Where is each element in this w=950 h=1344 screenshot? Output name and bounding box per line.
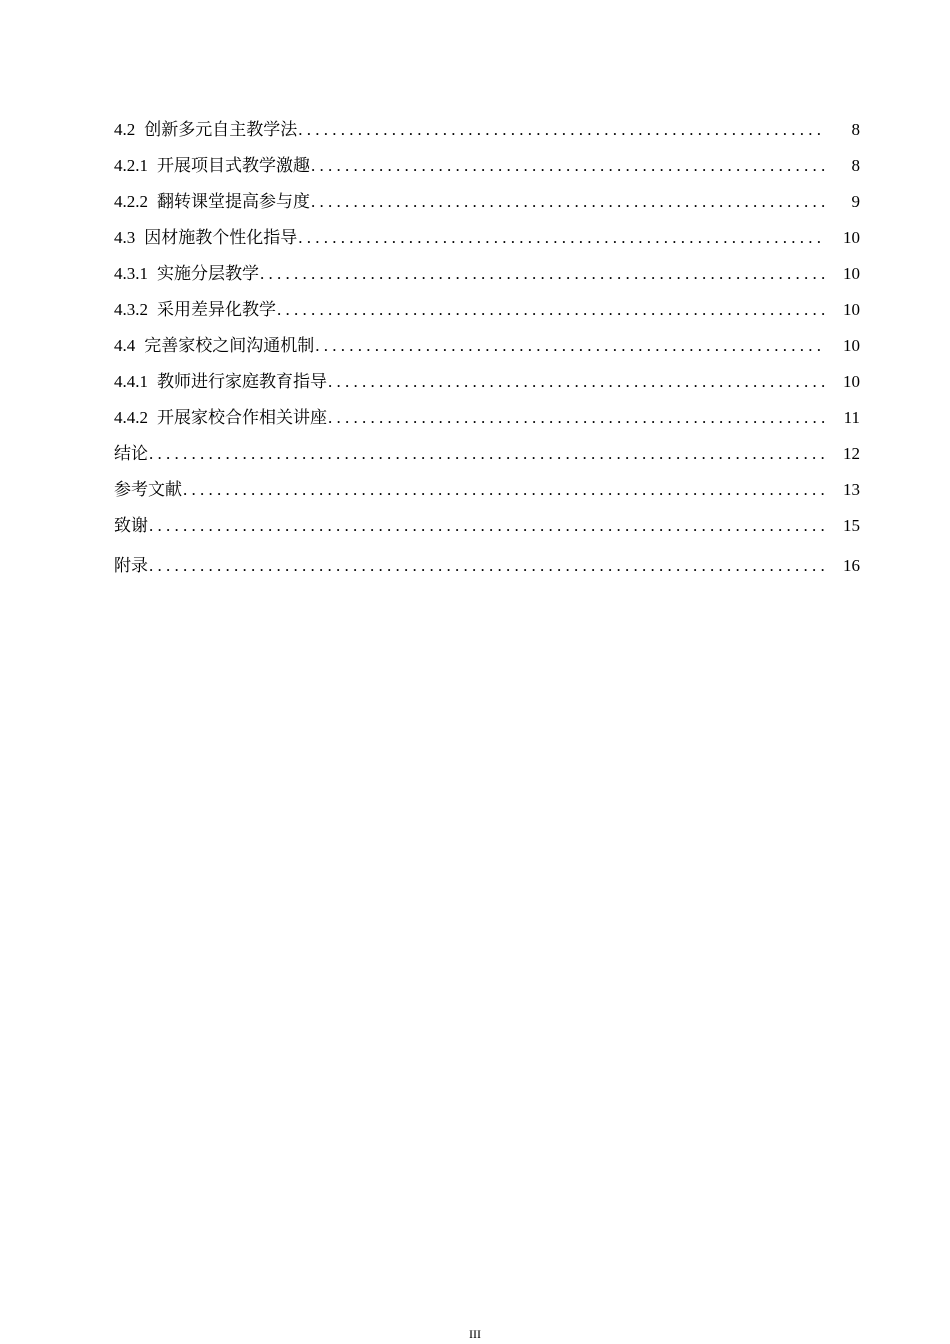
toc-entry[interactable] <box>114 440 860 476</box>
toc-entry-page: 16 <box>843 556 860 575</box>
toc-entry-page: 15 <box>843 516 860 535</box>
toc-entry[interactable] <box>114 368 860 404</box>
toc-entry-title: 完善家校之间沟通机制 <box>144 336 315 355</box>
toc-entry-number: 4.3.2 <box>114 300 148 319</box>
toc-entry-number: 4.2.2 <box>114 192 148 211</box>
toc-entry-number: 4.2 <box>114 120 136 139</box>
toc-dot-leader <box>149 512 826 540</box>
toc-entry-page: 8 <box>851 120 860 139</box>
table-of-contents <box>114 116 860 588</box>
toc-entry-title: 实施分层教学 <box>157 264 259 283</box>
toc-entry-title: 附录 <box>114 556 148 575</box>
toc-entry[interactable] <box>114 188 860 224</box>
page-footer <box>0 1326 950 1342</box>
toc-dot-leader <box>260 260 826 288</box>
toc-entry[interactable] <box>114 296 860 332</box>
toc-entry-number: 4.4.1 <box>114 372 148 391</box>
toc-entry-title: 参考文献 <box>114 480 182 499</box>
toc-entry[interactable] <box>114 404 860 440</box>
toc-entry-title: 因材施教个性化指导 <box>144 228 298 247</box>
toc-dot-leader <box>311 188 826 216</box>
toc-dot-leader <box>149 552 826 580</box>
toc-entry[interactable] <box>114 260 860 296</box>
toc-dot-leader <box>183 476 826 504</box>
toc-entry-number: 4.4 <box>114 336 136 355</box>
toc-entry-number: 4.2.1 <box>114 156 148 175</box>
toc-entry-page: 10 <box>843 336 860 355</box>
toc-entry-page: 11 <box>843 408 860 427</box>
toc-dot-leader <box>298 116 826 144</box>
toc-dot-leader <box>298 224 826 252</box>
toc-entry[interactable] <box>114 552 860 588</box>
toc-dot-leader <box>328 368 826 396</box>
toc-entry[interactable] <box>114 332 860 368</box>
toc-entry-page: 10 <box>843 228 860 247</box>
toc-entry-page: 9 <box>851 192 860 211</box>
toc-entry-title: 采用差异化教学 <box>157 300 276 319</box>
toc-dot-leader <box>149 440 826 468</box>
toc-entry-page: 10 <box>843 372 860 391</box>
toc-entry[interactable] <box>114 476 860 512</box>
toc-entry[interactable] <box>114 512 860 548</box>
toc-entry-title: 开展项目式教学激趣 <box>157 156 310 175</box>
toc-entry-title: 结论 <box>114 444 148 463</box>
toc-entry-title: 致谢 <box>114 516 148 535</box>
toc-dot-leader <box>328 404 826 432</box>
toc-dot-leader <box>315 332 826 360</box>
toc-entry-page: 13 <box>843 480 860 499</box>
page-number: III <box>469 1327 481 1341</box>
toc-entry-number: 4.4.2 <box>114 408 148 427</box>
toc-entry-number: 4.3.1 <box>114 264 148 283</box>
toc-entry[interactable] <box>114 224 860 260</box>
toc-entry-page: 8 <box>851 156 860 175</box>
toc-entry-title: 翻转课堂提高参与度 <box>157 192 310 211</box>
toc-entry-title: 创新多元自主教学法 <box>144 120 298 139</box>
toc-entry-title: 教师进行家庭教育指导 <box>157 372 327 391</box>
toc-entry-page: 12 <box>843 444 860 463</box>
toc-entry[interactable] <box>114 152 860 188</box>
toc-entry-title: 开展家校合作相关讲座 <box>157 408 327 427</box>
toc-dot-leader <box>277 296 826 324</box>
toc-entry[interactable] <box>114 116 860 152</box>
toc-dot-leader <box>311 152 826 180</box>
toc-entry-page: 10 <box>843 300 860 319</box>
toc-entry-number: 4.3 <box>114 228 136 247</box>
toc-entry-page: 10 <box>843 264 860 283</box>
